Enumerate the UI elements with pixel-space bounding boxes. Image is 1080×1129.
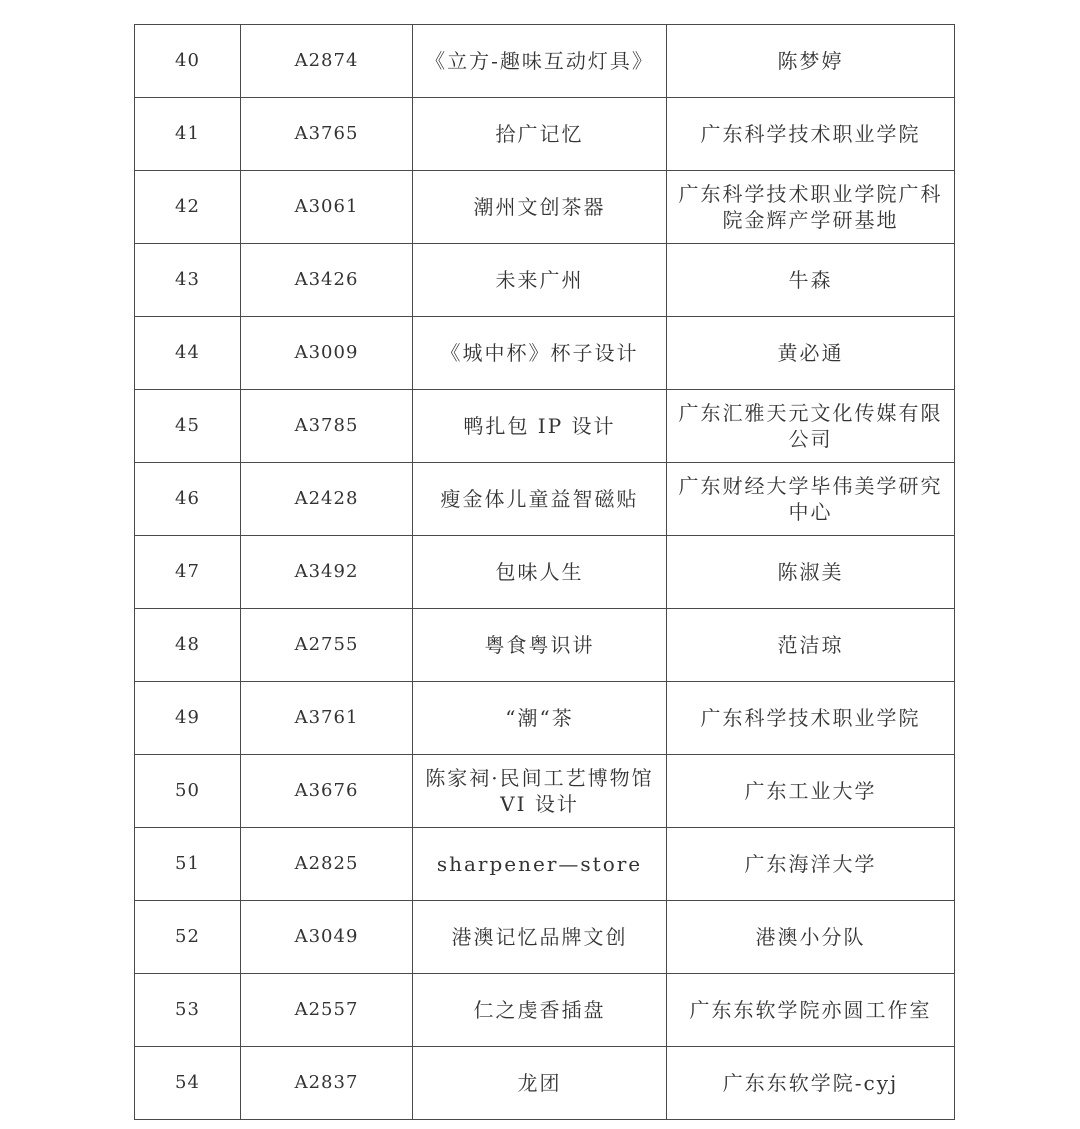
work-title: 未来广州 <box>413 244 667 317</box>
table-row <box>135 25 955 98</box>
author-name: 牛森 <box>667 244 955 317</box>
work-title: 《城中杯》杯子设计 <box>413 317 667 390</box>
row-number: 40 <box>135 25 241 98</box>
work-title: sharpener—store <box>413 828 667 901</box>
row-number: 42 <box>135 171 241 244</box>
entry-id: A2557 <box>241 974 413 1047</box>
author-name: 黄必通 <box>667 317 955 390</box>
author-name: 陈淑美 <box>667 536 955 609</box>
author-name: 广东东软学院亦圆工作室 <box>667 974 955 1047</box>
author-name: 广东东软学院-cyj <box>667 1047 955 1120</box>
row-number: 45 <box>135 390 241 463</box>
row-number: 50 <box>135 755 241 828</box>
entry-id: A2825 <box>241 828 413 901</box>
author-name: 广东科学技术职业学院广科院金辉产学研基地 <box>667 171 955 244</box>
row-number: 41 <box>135 98 241 171</box>
author-name: 广东科学技术职业学院 <box>667 682 955 755</box>
author-name: 港澳小分队 <box>667 901 955 974</box>
author-name: 陈梦婷 <box>667 25 955 98</box>
work-title: 鸭扎包 IP 设计 <box>413 390 667 463</box>
table-row <box>135 828 955 901</box>
entry-id: A3676 <box>241 755 413 828</box>
row-number: 47 <box>135 536 241 609</box>
work-title: 包味人生 <box>413 536 667 609</box>
row-number: 46 <box>135 463 241 536</box>
work-title: 仁之虔香插盘 <box>413 974 667 1047</box>
table-row <box>135 901 955 974</box>
entry-id: A2837 <box>241 1047 413 1120</box>
entry-id: A3492 <box>241 536 413 609</box>
row-number: 44 <box>135 317 241 390</box>
work-title: 瘦金体儿童益智磁贴 <box>413 463 667 536</box>
table-row <box>135 171 955 244</box>
table-row <box>135 974 955 1047</box>
author-name: 范洁琼 <box>667 609 955 682</box>
entry-id: A3765 <box>241 98 413 171</box>
author-name: 广东汇雅天元文化传媒有限公司 <box>667 390 955 463</box>
author-name: 广东海洋大学 <box>667 828 955 901</box>
entry-id: A3761 <box>241 682 413 755</box>
row-number: 48 <box>135 609 241 682</box>
entry-id: A3049 <box>241 901 413 974</box>
entry-id: A2874 <box>241 25 413 98</box>
table-row <box>135 1047 955 1120</box>
author-name: 广东科学技术职业学院 <box>667 98 955 171</box>
award-list-table <box>134 24 955 1120</box>
work-title: 龙团 <box>413 1047 667 1120</box>
entry-id: A3009 <box>241 317 413 390</box>
work-title: 拾广记忆 <box>413 98 667 171</box>
table-row <box>135 98 955 171</box>
table-row <box>135 609 955 682</box>
entry-id: A2428 <box>241 463 413 536</box>
work-title: 陈家祠·民间工艺博物馆 VI 设计 <box>413 755 667 828</box>
author-name: 广东工业大学 <box>667 755 955 828</box>
work-title: 潮州文创茶器 <box>413 171 667 244</box>
entry-id: A2755 <box>241 609 413 682</box>
row-number: 52 <box>135 901 241 974</box>
work-title: 《立方-趣味互动灯具》 <box>413 25 667 98</box>
table-row <box>135 463 955 536</box>
entry-id: A3785 <box>241 390 413 463</box>
row-number: 49 <box>135 682 241 755</box>
work-title: 粤食粤识讲 <box>413 609 667 682</box>
work-title: 港澳记忆品牌文创 <box>413 901 667 974</box>
table-row <box>135 536 955 609</box>
table-row <box>135 682 955 755</box>
row-number: 43 <box>135 244 241 317</box>
row-number: 54 <box>135 1047 241 1120</box>
table-row <box>135 755 955 828</box>
entry-id: A3061 <box>241 171 413 244</box>
entry-id: A3426 <box>241 244 413 317</box>
table-row <box>135 317 955 390</box>
row-number: 53 <box>135 974 241 1047</box>
work-title: “潮“茶 <box>413 682 667 755</box>
row-number: 51 <box>135 828 241 901</box>
author-name: 广东财经大学毕伟美学研究中心 <box>667 463 955 536</box>
table-row <box>135 390 955 463</box>
table-row <box>135 244 955 317</box>
award-list-body <box>135 25 955 1120</box>
